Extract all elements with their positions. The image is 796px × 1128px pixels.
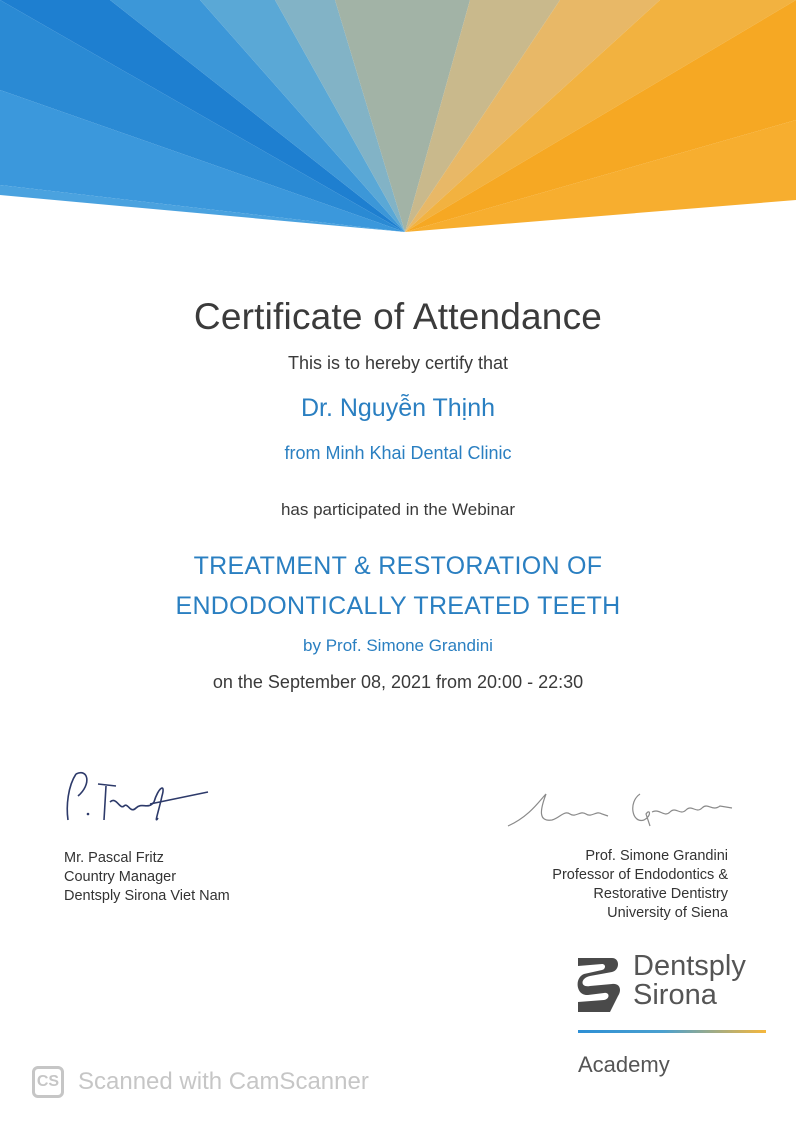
signature-right [500,780,740,840]
speaker: by Prof. Simone Grandini [303,636,493,655]
signatory-left-role: Country Manager [64,869,177,885]
signatory-right-role-line1: Professor of Endodontics & [552,867,728,883]
logo-wordmark [633,952,746,1010]
dentsply-sirona-academy-logo [576,952,776,1082]
webinar-title [0,546,796,626]
signatory-right [552,847,728,923]
webinar-date: on the September 08, 2021 from 20:00 - 22:30 [212,672,584,692]
camscanner-icon: CS [32,1066,64,1098]
recipient-clinic: from Minh Khai Dental Clinic [284,443,512,463]
camscanner-text: Scanned with CamScanner [78,1068,369,1095]
signatory-right-role-line2: Restorative Dentistry [593,886,728,902]
webinar-title-line1: TREATMENT & RESTORATION OF [193,552,603,580]
certify-intro: This is to hereby certify that [287,353,509,373]
logo-gradient-rule [578,1030,766,1033]
logo-brand-line1: Dentsply [633,950,746,982]
participation-text: has participated in the Webinar [280,500,516,519]
signatory-right-name: Prof. Simone Grandini [585,848,728,864]
recipient-name: Dr. Nguyễn Thịnh [300,394,496,422]
decorative-banner [0,0,796,240]
webinar-title-line2: ENDODONTICALLY TREATED TEETH [175,592,621,620]
signatory-left-org: Dentsply Sirona Viet Nam [64,888,230,904]
certificate-title: Certificate of Attendance [193,296,603,337]
signatory-left [64,849,230,906]
signatory-right-org: University of Siena [607,905,728,921]
dentsply-sirona-mark-icon [576,956,622,1014]
signature-left [58,762,218,842]
logo-academy: Academy [578,1052,670,1077]
logo-brand-line2: Sirona [633,979,717,1011]
signatory-left-name: Mr. Pascal Fritz [64,850,164,866]
